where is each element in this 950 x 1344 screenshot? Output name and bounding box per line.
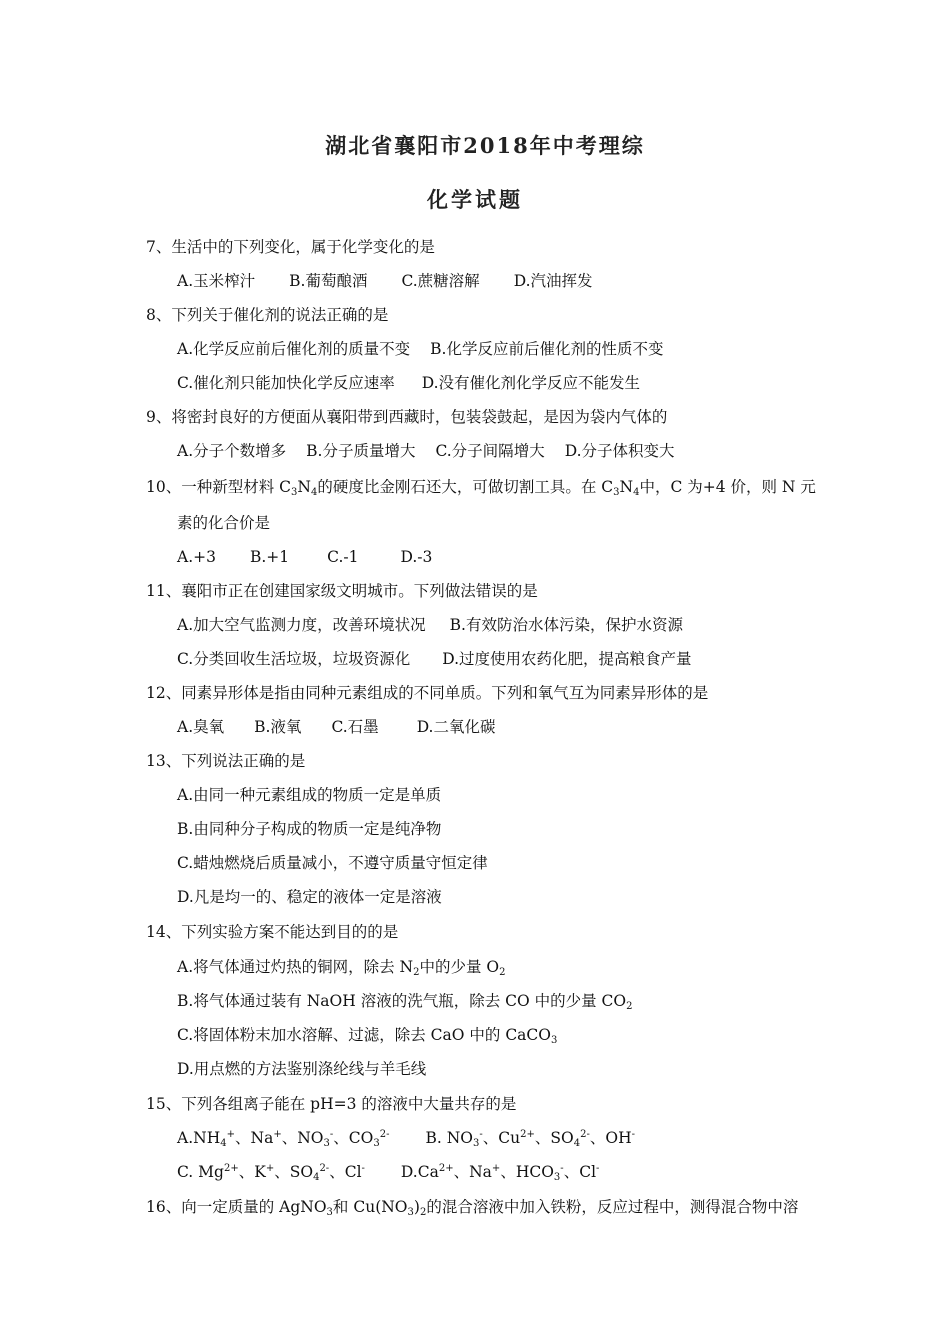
option-b: B.有效防治水体污染，保护水资源 (449, 616, 683, 634)
option-a: A.化学反应前后催化剂的质量不变 (177, 340, 411, 358)
option-d: D.二氧化碳 (416, 718, 496, 736)
option-c: C.分类回收生活垃圾，垃圾资源化 (177, 650, 411, 668)
question-14-option-b: B.将气体通过装有 NaOH 溶液的洗气瓶，除去 CO 中的少量 $CO_2$ (177, 992, 633, 1012)
option-b: B.+1 (249, 548, 290, 566)
option-c: C. $Mg^{2+}$、K+、$SO_4^{2-}$、Cl- (177, 1163, 365, 1183)
option-b: B. $NO_3^-$、$Cu^{2+}$、$SO_4^{2-}$、OH- (425, 1129, 635, 1149)
question-7-stem: 7、生活中的下列变化，属于化学变化的是 (146, 238, 435, 256)
question-16-stem: 16、向一定质量的 AgNO$_3$和 $Cu(NO_3)_2$的混合溶液中加入铁粉，反应过程中，测得混合物中溶 (146, 1198, 799, 1218)
question-13-option-b: B.由同种分子构成的物质一定是纯净物 (177, 820, 442, 838)
option-b: B.液氧 (254, 718, 302, 736)
question-9-options (177, 441, 709, 461)
option-b: B.葡萄酿酒 (289, 272, 368, 290)
question-7-options (177, 271, 627, 291)
option-d: D.汽油挥发 (513, 272, 593, 290)
question-11-options-ab (177, 615, 683, 635)
option-a: A.玉米榨汁 (177, 272, 256, 290)
question-8-stem: 8、下列关于催化剂的说法正确的是 (146, 306, 389, 324)
question-13-option-a: A.由同一种元素组成的物质一定是单质 (177, 786, 442, 804)
question-9-stem: 9、将密封良好的方便面从襄阳带到西藏时，包装袋鼓起，是因为袋内气体的 (146, 408, 668, 426)
question-12-stem: 12、同素异形体是指由同种元素组成的不同单质。下列和氧气互为同素异形体的是 (146, 684, 709, 702)
option-d: $D.Ca^{2+}$、Na+、$HCO_3^-$、Cl- (400, 1163, 600, 1183)
question-11-stem: 11、襄阳市正在创建国家级文明城市。下列做法错误的是 (146, 582, 538, 600)
page-subtitle: 化学试题 (427, 187, 523, 212)
option-a: $A.NH_4^+$、Na+、$NO_3^-$、$CO_3^{2-}$ (177, 1129, 390, 1149)
question-15-stem: 15、下列各组离子能在 pH=3 的溶液中大量共存的是 (146, 1095, 517, 1113)
question-10-stem: 10、一种新型材料 $C_3N_4$的硬度比金刚石还大，可做切割工具。在 $C_3N_4$中，C 为+4 价，则 N 元 (146, 478, 816, 498)
question-12-options (177, 717, 530, 737)
option-b: B.化学反应前后催化剂的性质不变 (430, 340, 664, 358)
option-c: C.蔗糖溶解 (401, 272, 480, 290)
question-10-stem-continued: 素的化合价是 (177, 514, 271, 532)
question-15-options-cd (177, 1162, 599, 1182)
option-c: C.催化剂只能加快化学反应速率 (177, 374, 395, 392)
question-13-stem: 13、下列说法正确的是 (146, 752, 306, 770)
option-a: A.+3 (177, 548, 216, 566)
question-13-option-c: C.蜡烛燃烧后质量减小，不遵守质量守恒定律 (177, 854, 488, 872)
question-14-option-a: A.将气体通过灼热的铜网，除去 $N_2$中的少量 $O_2$ (177, 958, 506, 978)
option-a: A.分子个数增多 (177, 442, 287, 460)
question-14-stem: 14、下列实验方案不能达到目的的是 (146, 923, 399, 941)
option-a: A.加大空气监测力度，改善环境状况 (177, 616, 426, 634)
option-d: D.没有催化剂化学反应不能发生 (421, 374, 641, 392)
option-c: C.石墨 (331, 718, 379, 736)
option-d: D.过度使用农药化肥，提高粮食产量 (442, 650, 692, 668)
question-8-options-ab (177, 339, 663, 359)
option-b: B.分子质量增大 (306, 442, 416, 460)
option-c: C.分子间隔增大 (435, 442, 545, 460)
question-14-option-c: C.将固体粉末加水溶解、过滤，除去 CaO 中的 CaCO$_3$ (177, 1026, 558, 1046)
option-d: D.分子体积变大 (564, 442, 675, 460)
question-14-option-d: D.用点燃的方法鉴别涤纶线与羊毛线 (177, 1060, 427, 1078)
question-11-options-cd (177, 649, 692, 669)
question-8-options-cd (177, 373, 640, 393)
option-a: A.臭氧 (177, 718, 225, 736)
option-c: C.-1 (327, 548, 359, 566)
option-d: D.-3 (400, 548, 433, 566)
question-13-option-d: D.凡是均一的、稳定的液体一定是溶液 (177, 888, 442, 906)
question-10-options (177, 547, 466, 567)
page-title: 湖北省襄阳市2018年中考理综 (325, 133, 645, 158)
question-15-options-ab (177, 1128, 635, 1148)
